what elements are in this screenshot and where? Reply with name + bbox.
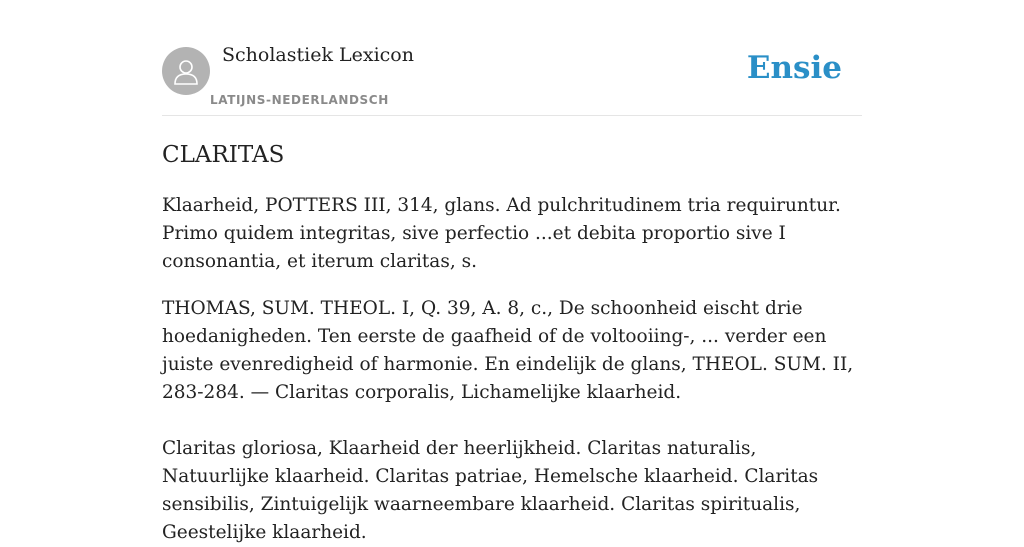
headword: CLARITAS — [162, 142, 285, 168]
avatar[interactable] — [162, 47, 210, 95]
source-subtitle: LATIJNS-NEDERLANDSCH — [210, 93, 389, 107]
source-title-link[interactable]: Scholastiek Lexicon — [222, 44, 414, 66]
header — [162, 0, 862, 116]
entry-paragraph: Klaarheid, POTTERS III, 314, glans. Ad pulchritudinem tria requiruntur. Primo quidem integritas, sive perfectio ...et debita proportio sive I consonantia, et iterum claritas, s. — [162, 195, 841, 272]
user-icon — [171, 56, 201, 86]
entry-paragraph: THOMAS, SUM. THEOL. I, Q. 39, A. 8, c., De schoonheid eischt drie hoedanigheden. Ten eerste de gaafheid of de voltooiing-, ... verder een juiste evenredigheid of harmonie. En eindelijk de glans, THEOL. SUM. II, 283-284. — Claritas corporalis, Lichamelijke klaarheid. — [162, 298, 854, 403]
ensie-logo[interactable]: Ensie — [746, 50, 842, 86]
entry-body — [162, 192, 862, 547]
entry-paragraph: Claritas gloriosa, Klaarheid der heerlijkheid. Claritas naturalis, Natuurlijke klaarheid. Claritas patriae, Hemelsche klaarheid. Claritas sensibilis, Zintuigelijk waarneembare klaarheid. Claritas spiritualis, Geestelijke klaarheid. — [162, 438, 819, 543]
content-container — [162, 0, 862, 547]
